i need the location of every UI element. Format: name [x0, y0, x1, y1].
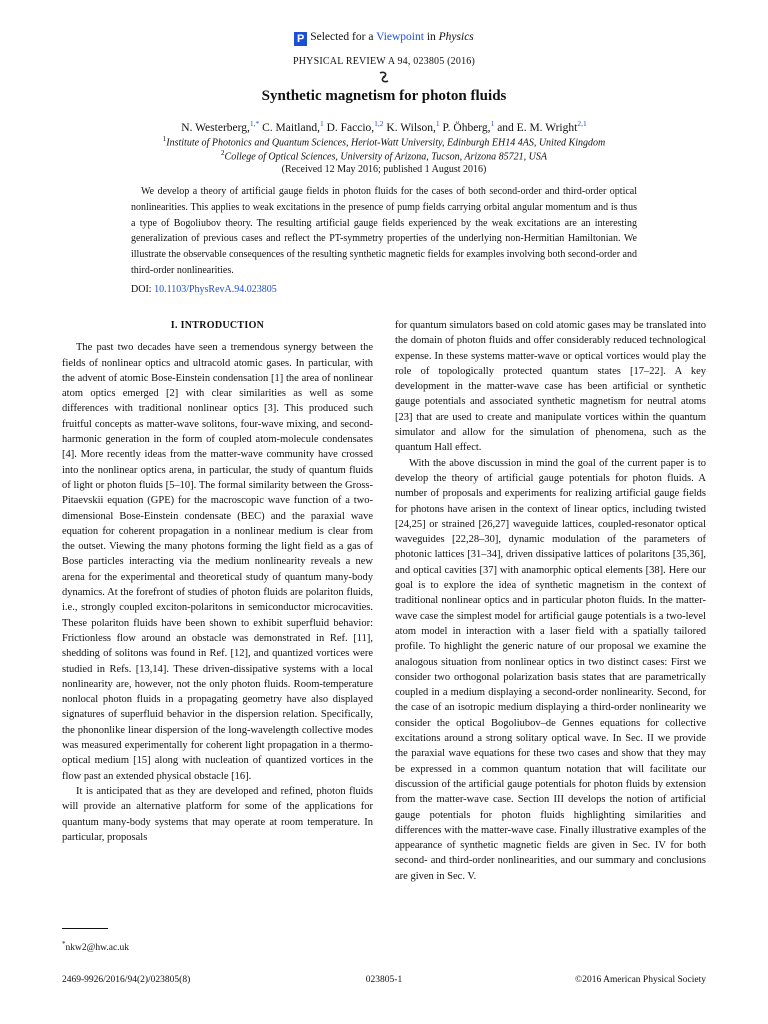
affiliation-mark: 1	[162, 135, 167, 143]
section-heading: I. INTRODUCTION	[170, 320, 265, 331]
journal-citation: PHYSICAL REVIEW A 94, 023805 (2016)	[293, 56, 475, 67]
viewpoint-link[interactable]: Viewpoint	[376, 31, 424, 43]
received-dates: (Received 12 May 2016; published 1 August 2016)	[281, 164, 487, 175]
footer-issn: 2469-9926/2016/94(2)/023805(8)	[62, 975, 191, 985]
footer-copyright: ©2016 American Physical Society	[575, 975, 706, 985]
banner-middle: in	[426, 31, 436, 43]
doi-label: DOI:	[131, 284, 152, 295]
banner-journal: Physics	[438, 31, 474, 43]
author: P. Öhberg,	[442, 121, 491, 134]
author-affil-mark[interactable]: 1	[435, 119, 440, 128]
affiliation-text: Institute of Photonics and Quantum Sciences, Heriot-Watt University, Edinburgh EH14 4AS, United Kingdom	[166, 137, 606, 149]
author: and E. M. Wright	[497, 121, 578, 134]
body-paragraph: It is anticipated that as they are developed and refined, photon fluids will provide an alternative platform for some of the applications for quantum many-body systems that may operate at room temperature. In particular, proposals	[62, 785, 373, 843]
author-list	[0, 119, 768, 134]
author: D. Faccio,	[326, 121, 375, 134]
footnote-divider	[62, 928, 108, 929]
footnote-mark: *	[62, 940, 66, 948]
abstract: We develop a theory of artificial gauge fields in photon fluids for the cases of both second-order and third-order optical nonlinearities. This applies to weak excitations in the presence of pump fields carrying orbital angular momentum and is thus a type of Bogoliubov theory. The resulting artificial gauge fields experienced by the weak excitations are an interesting generalization of previous cases and reflect the PT-symmetry properties of the underlying non-Hermitian Hamiltonian. We illustrate the observable consequences of the resulting synthetic magnetic fields for examples involving both second-order and third-order nonlinearities.	[131, 186, 637, 276]
physics-logo-icon: P	[294, 32, 307, 46]
author: C. Maitland,	[262, 121, 320, 134]
crossmark-icon[interactable]	[376, 70, 392, 86]
body-paragraph: The past two decades have seen a tremendous synergy between the fields of nonlinear optics and ultracold atomic gases. In particular, with the advent of atomic Bose-Einstein condensation [1] the area of nonlinear atom optics emerged [2] with clear similarities as well as some differences with traditional nonlinear optics [3]. This produced such fruitful concepts as matter-wave solitons, four-wave mixing, and second-harmonic generation in the form of coupled atom-molecule condensates [4]. More recently ideas from the matter-wave community have crossed into the nonlinear optics arena, in particular, the study of quantum fluids of light or photon fluids [5–10]. The formal similarity between the Gross-Pitaevskii equation (GPE) for the macroscopic wave function of a two-dimensional Bose-Einstein condensate (BEC) and the paraxial wave equation for coherent propagation in a nonlinear medium is clear from the outset. Viewing the many photons forming the light field as a gas of Bose particles interacting via the medium nonlinearity reveals a new arena for the experimental and theoretical study of quantum many-body dynamics. At the forefront of studies of photon fluids are polariton fluids, i.e., strongly coupled exciton-polaritons in semiconductor microcavities. These polariton fluids have been shown to exhibit superfluid behavior: Frictionless flow around an obstacle was demonstrated in Ref. [11], shedding of solitons was found in Ref. [12], and quantized vortices were studied in Refs. [13,14]. These driven-dissipative systems with a local nonlinearity are, however, not the only photon fluids. Room-temperature nonlocal photon fluids in a propagating geometry have also displayed signatures of superfluid behavior in the dispersion relation. Specifically, the phononlike linear dispersion of the long-wavelength collective modes was measured experimentally for coherent light propagation in a thermo-optical medium [15] along with nucleation of quantized vortices in the flow past an extended physical obstacle [16].	[62, 342, 373, 782]
footer-page-number: 023805-1	[365, 975, 403, 985]
author-affil-mark[interactable]: 1	[490, 119, 495, 128]
footnote-email[interactable]: nkw2@hw.ac.uk	[65, 943, 130, 954]
affiliation-1	[0, 135, 768, 148]
author-affil-mark[interactable]: 1	[319, 119, 324, 128]
author-affil-mark[interactable]: 1,2	[374, 119, 384, 128]
affiliation-mark: 2	[221, 149, 225, 157]
author-affil-mark[interactable]: 2,1	[577, 119, 587, 128]
doi-link[interactable]: 10.1103/PhysRevA.94.023805	[154, 284, 277, 295]
footnote	[62, 940, 129, 953]
banner-prefix: Selected for a	[310, 31, 374, 43]
affiliation-2	[0, 149, 768, 162]
doi-line	[131, 284, 277, 295]
left-column	[62, 318, 373, 845]
body-paragraph: for quantum simulators based on cold atomic gases may be translated into the domain of photon fluids and offer considerably reduced technological expense. In these systems matter-wave or optical vortices would play the role of topologically protected quantum states [17–22]. A key development in the matter-wave case has been artificial or synthetic gauge potentials and associated synthetic magnetism for neutral atoms [23] that are used to create and manipulate vortices within the quantum simulator and allow for the simulation of phenomena, such as the quantum Hall effect.	[395, 320, 706, 454]
author: K. Wilson,	[386, 121, 436, 134]
viewpoint-banner	[0, 31, 768, 46]
paper-title: Synthetic magnetism for photon fluids	[261, 88, 507, 104]
author: N. Westerberg,	[181, 121, 250, 134]
author-affil-mark[interactable]: 1,*	[249, 119, 260, 128]
affiliation-text: College of Optical Sciences, University of Arizona, Tucson, Arizona 85721, USA	[224, 151, 547, 163]
body-paragraph: With the above discussion in mind the goal of the current paper is to develop the theory of artificial gauge potentials for photon fluids. A number of proposals and experiments for realizing artificial gauge fields for photons have arisen in the context of linear optics, including twisted [24,25] or strained [26,27] waveguide lattices, coupled-resonator optical waveguides [22,28–30], dynamic modulation of the parameters of photonic lattices [31–34], driven dissipative lattices of polaritons [35,36], and optical cavities [37] with anamorphic optical elements [38]. Here our goal is to explore the idea of synthetic magnetism in the context of traditional nonlinear optics and in particular photon fluids. In the matter-wave case the simplest model for artificial gauge potentials is a two-level atom model in interaction with a laser field with a spatially tailored profile. To highlight the generic nature of our proposal we examine the analogous situation from nonlinear optics in two distinct cases: First we consider two orthogonal polarization basis states that are parametrically coupled in a medium displaying a second-order nonlinearity. Second, for the case of an isotropic medium displaying a third-order nonlinearity we consider the optical Bogoliubov–de Gennes equations for collective excitations around a strong solitary optical wave. In Sec. II we provide the paraxial wave equations for these two cases and show that they may be expressed in a common quantum notation that will facilitate our discussion of the artificial gauge potentials for photon fluids by extension from the matter-wave case. Section III develops the notion of artificial gauge potentials for photon fluids highlighting similarities and differences with the matter-wave case. Finally illustrative examples of the appearance of synthetic magnetic fields are given in Sec. IV for both second- and third-order nonlinearities, and our summary and conclusions are given in Sec. V.	[395, 457, 706, 882]
right-column	[395, 318, 706, 884]
